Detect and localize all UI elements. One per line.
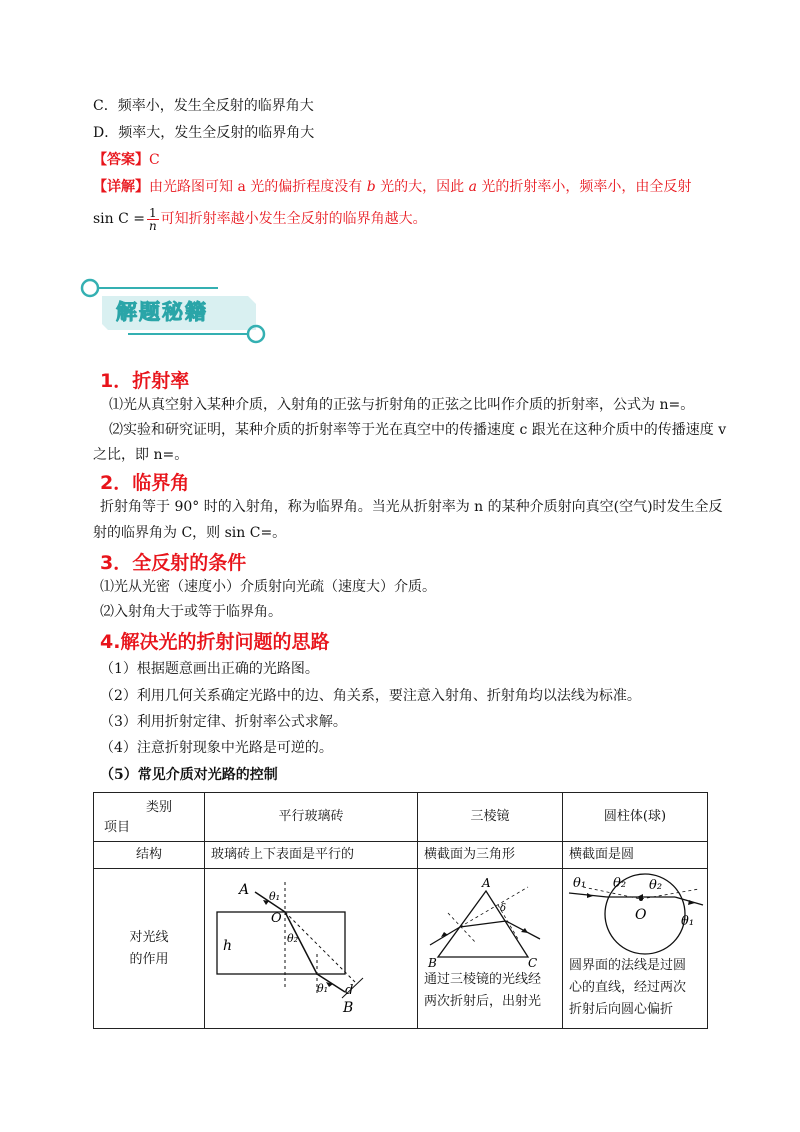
cyl-caption-2: 心的直线，经过两次 (568, 980, 686, 995)
prism-diagram (418, 869, 561, 969)
prism-diagram-cell (418, 869, 563, 1029)
table-header-row (94, 793, 708, 842)
detail-var-a: a (468, 179, 477, 195)
cyl-caption-1: 圆界面的法线是过圆 (568, 958, 686, 973)
detail-text-e: 光的折射率小，频率小，由全反射 (476, 179, 692, 195)
detail-line-2 (93, 206, 427, 232)
detail-text-2: 可知折射率越小发生全反射的临界角越大。 (160, 211, 427, 227)
glass-label-theta1-bottom: θ₁ (317, 981, 329, 995)
cylinder-diagram (563, 869, 706, 955)
s3-p1: ⑴光从光密（速度小）介质射向光疏（速度大）介质。 (100, 579, 436, 595)
prism-label-delta: δ (500, 903, 507, 914)
prism-caption-2: 两次折射后，出射光 (424, 994, 542, 1009)
answer-label: 【答案】 (93, 152, 149, 168)
glass-label-A: A (239, 881, 250, 898)
heading-critical-angle: 2．临界角 (100, 472, 190, 494)
effect-label-2: 的作用 (129, 951, 169, 967)
cyl-theta1-right: θ₁ (680, 914, 695, 929)
detail-text-c: 光的大，因此 (375, 179, 469, 195)
glass-label-d: d (345, 982, 354, 998)
s1-p2a: ⑵实验和研究证明，某种介质的折射率等于光在真空中的传播速度 c 跟光在这种介质中的传播速度 v (109, 422, 727, 438)
detail-var-b: b (366, 179, 376, 195)
heading-total-reflection: 3．全反射的条件 (100, 552, 247, 574)
prism-caption-1: 通过三棱镜的光线经 (424, 972, 542, 987)
answer-value: C (149, 152, 160, 168)
s4-p2: （2）利用几何关系确定光路中的边、角关系，要注意入射角、折射角均以法线为标准。 (100, 688, 641, 704)
glass-label-O: O (271, 910, 282, 926)
structure-prism: 横截面为三角形 (418, 842, 563, 869)
header-prism: 三棱镜 (418, 793, 563, 842)
glass-label-theta1-top: θ₁ (269, 889, 281, 903)
s3-p2: ⑵入射角大于或等于临界角。 (100, 604, 282, 620)
detail-line-1 (93, 178, 691, 196)
section-banner (78, 274, 268, 344)
glass-diagram-cell (205, 869, 418, 1029)
effect-label-1: 对光线 (129, 929, 169, 945)
cyl-caption-3: 折射后向圆心偏折 (568, 1002, 673, 1017)
s2-p2: 射的临界角为 C，则 sin C=。 (93, 525, 287, 541)
glass-label-theta2: θ₂ (287, 931, 299, 945)
prism-label-B: B (428, 956, 437, 969)
prism-label-C: C (528, 956, 538, 969)
optics-table (93, 792, 708, 1029)
header-glass: 平行玻璃砖 (205, 793, 418, 842)
glass-slab-diagram (205, 870, 416, 1028)
table-effect-row (94, 869, 708, 1029)
heading-refractive-index: 1．折射率 (100, 370, 190, 392)
glass-label-B: B (343, 999, 354, 1016)
banner-title: 解题秘籍 (116, 300, 208, 324)
formula-num: 1 (149, 205, 157, 220)
s1-p2b: 之比，即 n=。 (93, 447, 189, 463)
table-corner-cell (94, 793, 205, 842)
heading-method: 4.解决光的折射问题的思路 (100, 631, 330, 653)
s4-p5: （5）常见介质对光路的控制 (100, 767, 278, 783)
s2-p1: 折射角等于 90° 时的入射角，称为临界角。当光从折射率为 n 的某种介质射向真空(空气)时发生全反 (100, 499, 723, 515)
cyl-theta2-left: θ₂ (612, 876, 627, 891)
s4-p3: （3）利用折射定律、折射率公式求解。 (100, 714, 347, 730)
formula-fraction (147, 207, 159, 232)
s1-p1: ⑴光从真空射入某种介质，入射角的正弦与折射角的正弦之比叫作介质的折射率，公式为 n=。 (109, 397, 695, 413)
option-c: C．频率小，发生全反射的临界角大 (93, 98, 314, 114)
corner-top: 类别 (146, 800, 173, 815)
structure-glass: 玻璃砖上下表面是平行的 (205, 842, 418, 869)
glass-label-h: h (223, 937, 233, 954)
prism-label-A: A (482, 876, 491, 890)
cyl-label-O: O (634, 907, 647, 923)
row-label-structure: 结构 (94, 842, 205, 869)
header-cylinder: 圆柱体(球) (562, 793, 707, 842)
formula-left: sin C = (93, 211, 146, 227)
answer-line (93, 151, 160, 169)
cyl-theta1-left: θ₁ (572, 876, 587, 891)
corner-bottom: 项目 (104, 820, 131, 835)
structure-cylinder: 横截面是圆 (562, 842, 707, 869)
detail-label: 【详解】 (93, 179, 149, 195)
cylinder-diagram-cell (562, 869, 707, 1029)
s4-p4: （4）注意折射现象中光路是可逆的。 (100, 740, 333, 756)
option-d: D．频率大，发生全反射的临界角大 (93, 125, 315, 141)
table-structure-row (94, 842, 708, 869)
row-label-effect (94, 869, 205, 1029)
s4-p1: （1）根据题意画出正确的光路图。 (100, 661, 319, 677)
formula-den: n (148, 218, 157, 233)
detail-text-a: 由光路图可知 a 光的偏折程度没有 (149, 179, 367, 195)
cyl-theta2-right: θ₂ (648, 878, 663, 893)
